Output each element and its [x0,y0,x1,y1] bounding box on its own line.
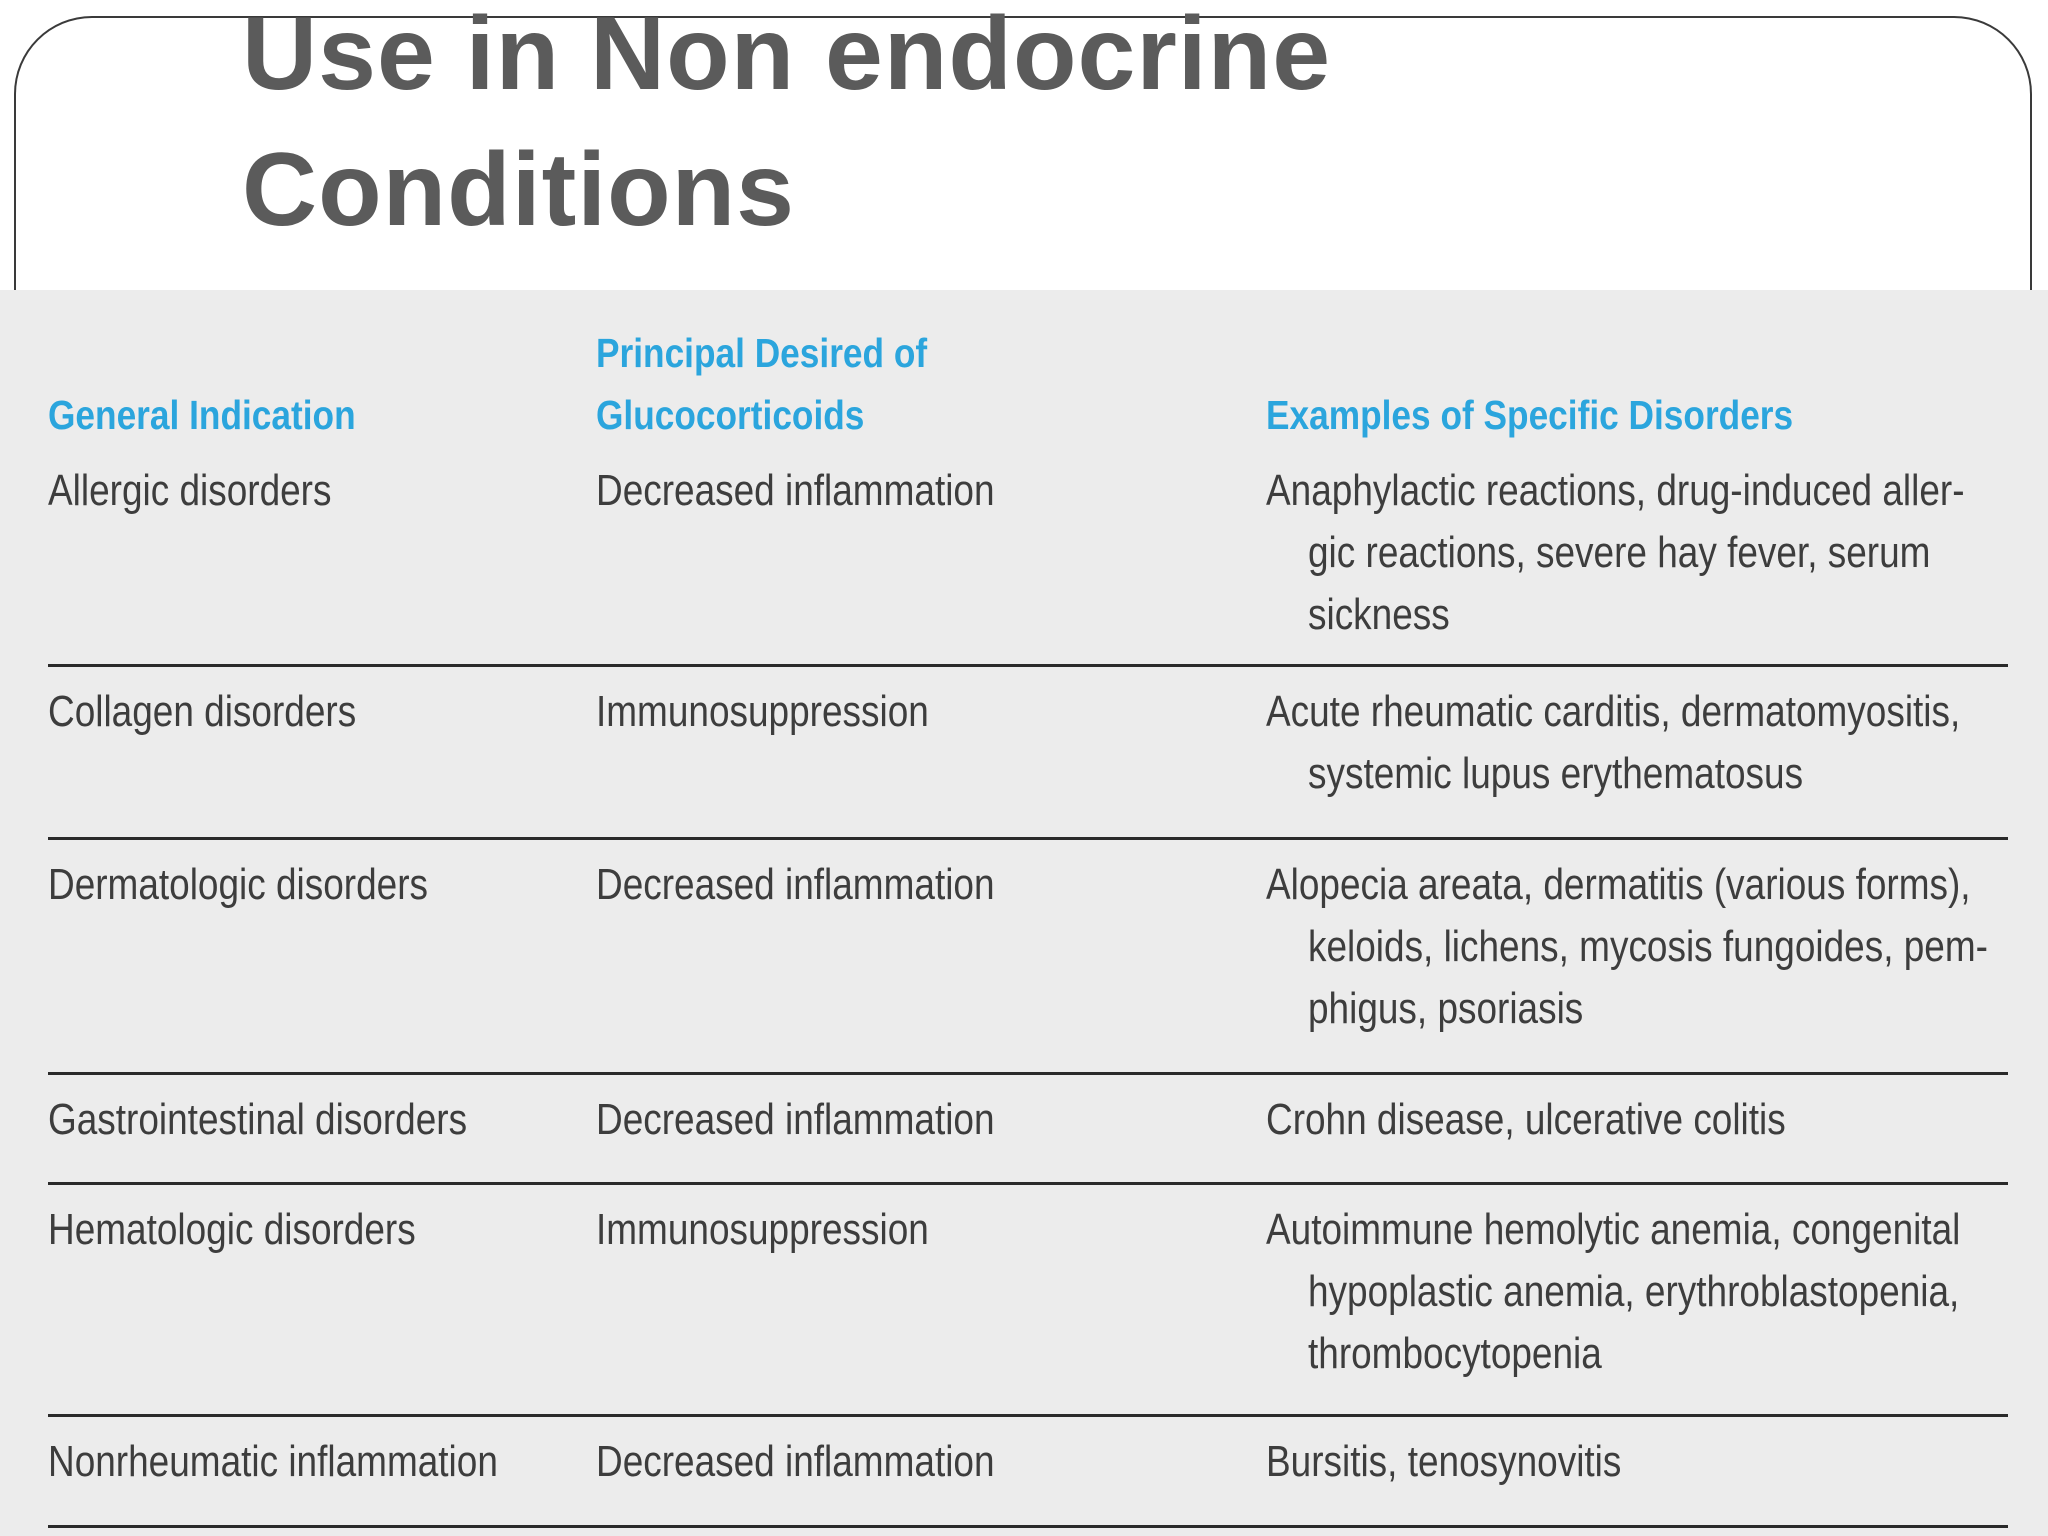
cell-examples [1266,460,1965,646]
cell-examples [1266,854,1988,1040]
cell-principal: Decreased inflammation [596,860,995,909]
cell-indication: Collagen disorders [48,687,357,736]
cell-indication: Hematologic disorders [48,1205,416,1254]
header-principal-desired-line-1: Principal Desired of [596,330,928,376]
table-header-row [48,290,2008,446]
cell-indication: Gastrointestinal disorders [48,1095,468,1144]
cell-examples [1266,681,1960,805]
table-row [48,840,2008,1075]
table-panel [0,290,2048,1536]
cell-principal: Decreased inflammation [596,466,995,515]
examples-line: Crohn disease, ulcerative colitis [1266,1095,1786,1144]
examples-line: phigus, psoriasis [1308,984,1584,1033]
glucocorticoid-indications-table [48,290,2008,1528]
cell-indication: Nonrheumatic inflammation [48,1437,498,1486]
cell-principal: Decreased inflammation [596,1437,995,1486]
table-row [48,446,2008,667]
examples-line: Alopecia areata, dermatitis (various forms), [1266,860,1971,909]
cell-examples [1266,1431,1621,1493]
table-row [48,667,2008,840]
cell-examples [1266,1199,1960,1385]
header-principal-desired-line-2: Glucocorticoids [596,392,865,438]
table-row [48,1417,2008,1528]
examples-line: Anaphylactic reactions, drug-induced aller- [1266,466,1965,515]
examples-line: systemic lupus erythematosus [1308,749,1804,798]
examples-line: thrombocytopenia [1308,1329,1602,1378]
slide-title-line-2: Conditions [242,132,796,248]
examples-line: Bursitis, tenosynovitis [1266,1437,1622,1486]
examples-line: Acute rheumatic carditis, dermatomyositis, [1266,687,1961,736]
table-row [48,1185,2008,1417]
header-general-indication: General Indication [48,392,356,438]
examples-line: gic reactions, severe hay fever, serum [1308,528,1931,577]
cell-indication: Allergic disorders [48,466,332,515]
table-row [48,1075,2008,1185]
cell-indication: Dermatologic disorders [48,860,429,909]
cell-principal: Immunosuppression [596,1205,929,1254]
slide-title-line-1: Use in Non endocrine [242,0,1332,112]
examples-line: keloids, lichens, mycosis fungoides, pem- [1308,922,1988,971]
header-principal-desired [596,322,927,446]
slide-title [242,0,1331,258]
examples-line: sickness [1308,590,1450,639]
cell-principal: Immunosuppression [596,687,929,736]
examples-line: hypoplastic anemia, erythroblastopenia, [1308,1267,1960,1316]
cell-examples [1266,1089,1786,1151]
examples-line: Autoimmune hemolytic anemia, congenital [1266,1205,1961,1254]
cell-principal: Decreased inflammation [596,1095,995,1144]
header-examples: Examples of Specific Disorders [1266,392,1794,438]
